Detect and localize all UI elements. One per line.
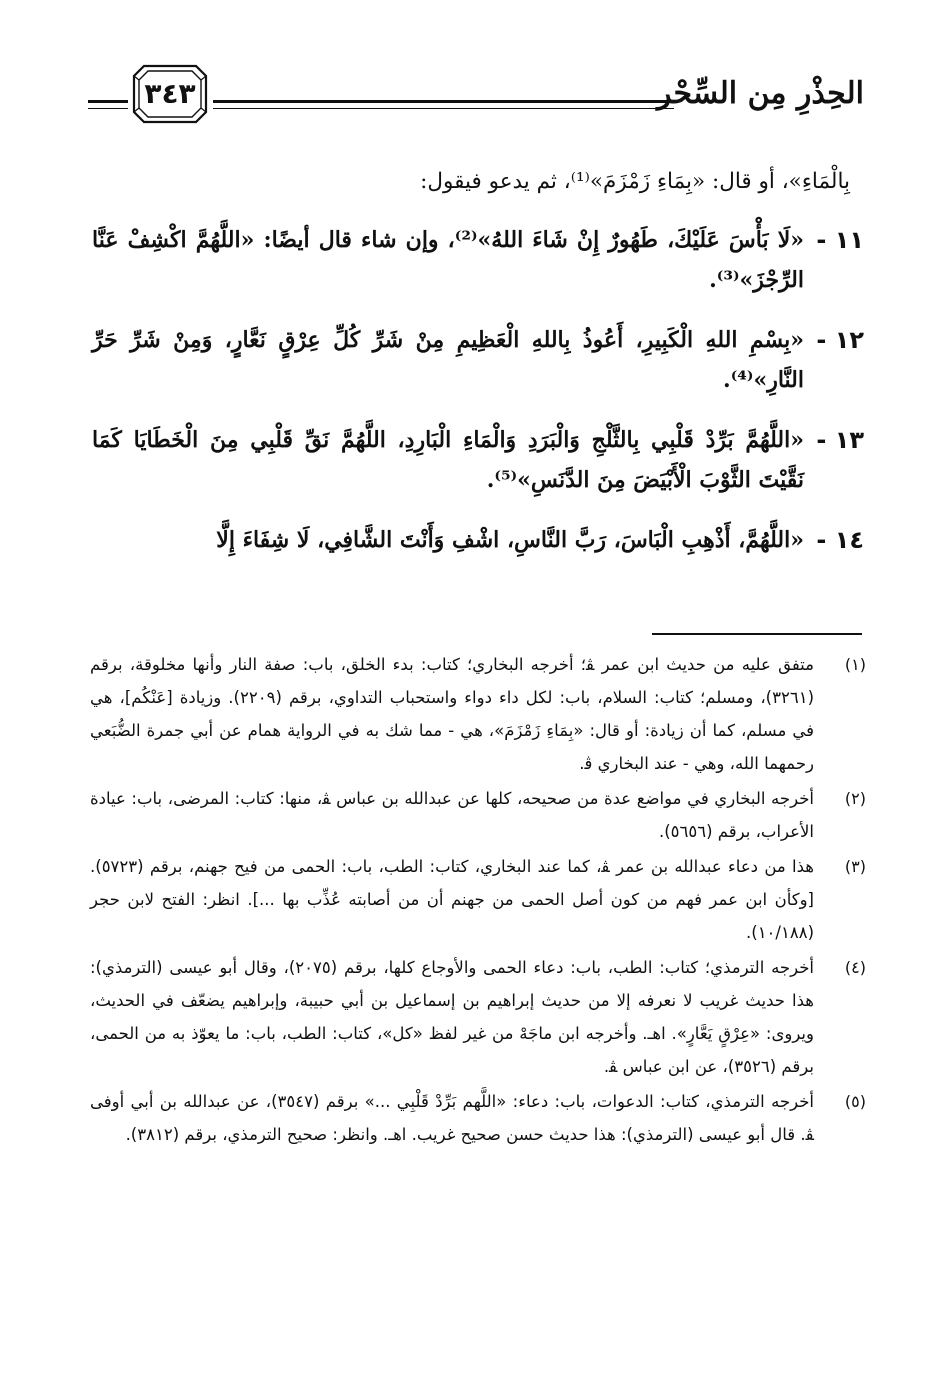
page-header: [88, 62, 864, 142]
footnote-number: (١): [844, 655, 866, 674]
header-rule-short: [88, 100, 128, 109]
book-title: الحِذْرِ مِن السِّحْر: [656, 76, 864, 111]
page-number-frame: [132, 64, 208, 124]
footnote-number: (٢): [844, 789, 866, 808]
main-text: [92, 162, 864, 580]
item-text: «اللَّهُمَّ، أَذْهِبِ الْبَاسَ، رَبَّ النَّاسِ، اشْفِ وَأَنْتَ الشَّافِي، لَا شِفَاءَ إِلَّا: [216, 527, 804, 553]
footnote: [90, 782, 866, 848]
footnote-text: متفق عليه من حديث ابن عمر ﭭ؛ أخرجه البخاري؛ كتاب: بدء الخلق، باب: صفة النار وأنها مخلوقة، برقم (٣٢٦١)، ومسلم؛ كتاب: السلام، باب: لكل داء دواء واستحباب التداوي، برقم (٢٢٠٩). وزيادة [عَنْكُم]، هي في مسلم، كما أن زيادة: أو قال: «بِمَاءِ زَمْزَمَ»، هي - مما شك به في الرواية همام عن أبي جمرة الضُّبَعي رحمهما الله، وهي - عند البخاري ﭬ.: [90, 655, 814, 773]
list-item: [92, 520, 864, 560]
footnotes: [90, 648, 866, 1153]
page-number: ٣٤٣: [144, 77, 196, 110]
footnote: [90, 648, 866, 780]
item-number: ١٢ -: [816, 326, 864, 354]
item-text: «اللَّهُمَّ بَرِّدْ قَلْبِي بِالثَّلْجِ وَالْبَرَدِ وَالْمَاءِ الْبَارِدِ، اللَّهُمَّ نَقِّ قَلْبِي مِنَ الْخَطَايَا كَمَا نَقَّيْتَ الثَّوْبَ الْأَبْيَضَ مِنَ الدَّنَسِ»⁽⁵⁾.: [92, 427, 804, 493]
footnote-text: هذا من دعاء عبدالله بن عمر ﭭ، كما عند البخاري، كتاب: الطب، باب: الحمى من فيح جهنم، برقم (٥٧٢٣). [وكأن ابن عمر فهم من كون أصل الحمى من جهنم أن من أصابته عُذِّب بها ...]. انظر: الفتح لابن حجر (١٠/١٨٨).: [90, 857, 814, 942]
list-item: [92, 420, 864, 500]
intro-line: بِالْمَاءِ»، أو قال: «بِمَاءِ زَمْزَمَ»⁽¹⁾، ثم يدعو فيقول:: [420, 169, 850, 194]
footnote: [90, 1085, 866, 1151]
header-rule: [213, 100, 674, 109]
footnote-text: أخرجه الترمذي؛ كتاب: الطب، باب: دعاء الحمى والأوجاع كلها، برقم (٢٠٧٥)، وقال أبو عيسى (الترمذي): هذا حديث غريب لا نعرفه إلا من حديث إبراهيم بن إسماعيل بن أبي حبيبة، وإبراهيم يضعّف في الحديث، ويروى: «عِرْقٍ يَعَّارٍ». اهـ. وأخرجه ابن ماجَهْ من غير لفظ «كل»، كتاب: الطب، باب: ما يعوّذ به من الحمى، برقم (٣٥٢٦)، عن ابن عباس ﭭ.: [90, 958, 814, 1076]
footnote-text: أخرجه الترمذي، كتاب: الدعوات، باب: دعاء: «اللَّهم بَرِّدْ قَلْبِي ...» برقم (٣٥٤٧)، عن عبدالله بن أبي أوفى ﭭ. قال أبو عيسى (الترمذي): هذا حديث حسن صحيح غريب. اهـ. وانظر: صحيح الترمذي، برقم (٣٨١٢).: [90, 1092, 814, 1144]
list-item: [92, 320, 864, 400]
list-item: [92, 220, 864, 300]
item-number: ١٣ -: [816, 426, 864, 454]
footnote-number: (٥): [844, 1092, 866, 1111]
item-number: ١٤ -: [816, 526, 864, 554]
item-number: ١١ -: [816, 226, 864, 254]
item-text: «بِسْمِ اللهِ الْكَبِيرِ، أَعُوذُ بِاللهِ الْعَظِيمِ مِنْ شَرِّ كُلِّ عِرْقٍ نَعَّارٍ، وَمِنْ شَرِّ حَرِّ النَّارِ»⁽⁴⁾.: [92, 327, 804, 393]
item-text: «لَا بَأْسَ عَلَيْكَ، طَهُورٌ إِنْ شَاءَ اللهُ»⁽²⁾، وإن شاء قال أيضًا: «اللَّهُمَّ اكْشِفْ عَنَّا الرِّجْزَ»⁽³⁾.: [92, 227, 804, 293]
footnote-number: (٣): [844, 857, 866, 876]
footnote-number: (٤): [844, 958, 866, 977]
footnote-separator: [652, 633, 862, 635]
footnote: [90, 850, 866, 949]
footnote-text: أخرجه البخاري في مواضع عدة من صحيحه، كلها عن عبدالله بن عباس ﭭ، منها: كتاب: المرضى، باب: عيادة الأعراب، برقم (٥٦٥٦).: [90, 789, 814, 841]
footnote: [90, 951, 866, 1083]
